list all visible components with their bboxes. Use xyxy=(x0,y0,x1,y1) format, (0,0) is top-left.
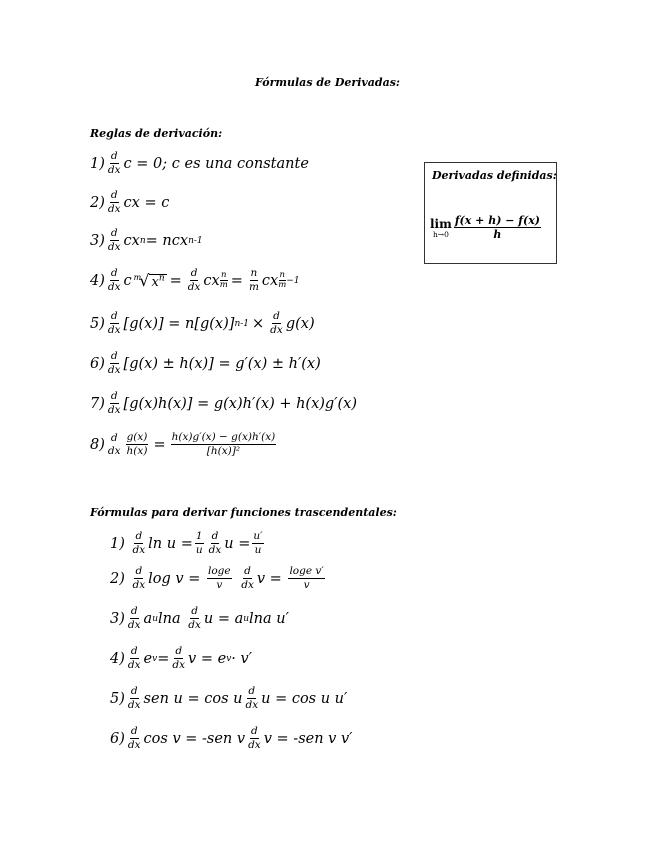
limit-definition: lim h→0 $\frac{f(x + h) - f(x)}{h}$ xyxy=(430,214,540,241)
rule-5: 5) $\frac{d}{dx}$ [g(x)] = n[g(x)] n-1 × $\frac{d}{dx}$ g(x) xyxy=(90,310,315,336)
trans-4: 4) $\frac{d}{dx}$ e v = $\frac{d}{dx}$ v = e v · v′ xyxy=(110,645,252,671)
rule-6: 6) $\frac{d}{dx}$ [g(x) ± h(x)] = g′(x) ± h′(x) xyxy=(90,350,321,376)
trans-6: 6) $\frac{d}{dx}$ cos v = -sen v $\frac{d}{dx}$ v = -sen v v′ xyxy=(110,725,353,751)
rule-1: 1) $\frac{d}{dx}$ c = 0; c es una constante xyxy=(90,150,309,176)
transcendental-heading: Fórmulas para derivar funciones trascendentales: xyxy=(90,506,397,519)
trans-1: 1) $\frac{d}{dx}$ ln u = $\frac{1}{u}$ $\frac{d}{dx}$ u = $\frac{u'}{u}$ xyxy=(110,530,263,556)
rule-8: 8) d dx $\frac{g(x)}{h(x)}$ = $\frac{h(x)g'(x) - g(x)h'(x)}{\text{[h(x)]²}}$ xyxy=(90,431,276,457)
rule-2: 2) $\frac{d}{dx}$ cx = c xyxy=(90,189,170,215)
trans-5: 5) $\frac{d}{dx}$ sen u = cos u $\frac{d}{dx}$ u = cos u u′ xyxy=(110,685,348,711)
rules-heading: Reglas de derivación: xyxy=(90,127,223,140)
trans-3: 3) $\frac{d}{dx}$ a u lna $\frac{d}{dx}$ u = a u lna u′ xyxy=(110,605,289,631)
rule-3: 3) $\frac{d}{dx}$ cx n = ncx n-1 xyxy=(90,227,203,253)
rule-4: 4) $\frac{d}{dx}$ c m √ $x^n$ = $\frac{d}{dx}$ cx $\frac{n}{m}$ = $\frac{n}{m}$ cx n m −1 xyxy=(90,267,300,293)
definition-title: Derivadas definidas: xyxy=(432,169,557,182)
trans-2: 2) $\frac{d}{dx}$ log v = $\frac{\log e}{v}$ $\frac{d}{dx}$ v = $\frac{\text{loge v′}}{v}$ xyxy=(110,565,324,591)
rule-7: 7) $\frac{d}{dx}$ [g(x)h(x)] = g(x)h′(x) + h(x)g′(x) xyxy=(90,390,357,416)
page-title: Fórmulas de Derivadas: xyxy=(255,76,400,89)
